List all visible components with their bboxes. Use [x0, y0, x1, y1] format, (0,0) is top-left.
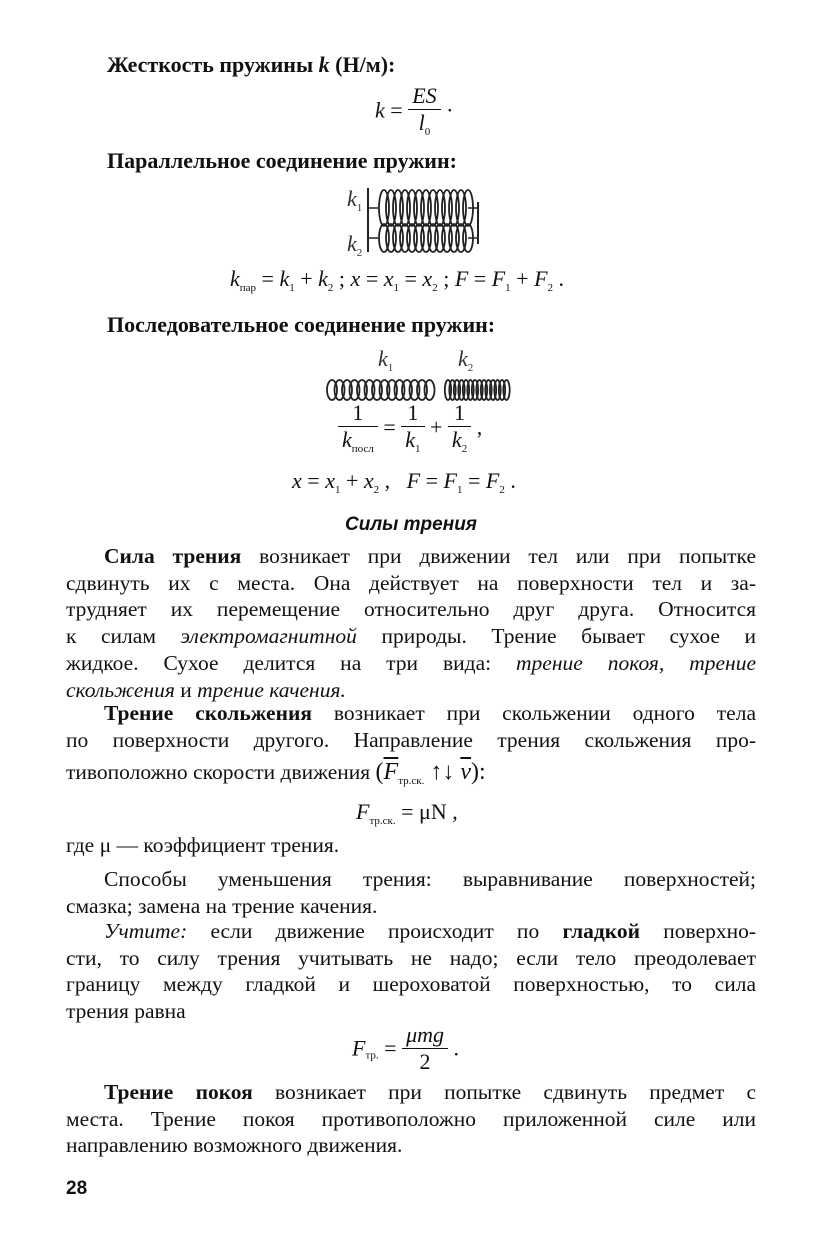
stiffness-heading	[107, 52, 395, 78]
series-label-k1: $k_1$	[378, 346, 394, 374]
series-heading: Последовательное соединение пружин:	[107, 312, 496, 337]
friction-paragraph-5: Трение покоя возникает при попытке сдвинуть предмет с места. Трение покоя противоположно приложенной силе или направлению возможного движения.	[66, 1080, 756, 1158]
stiffness-denominator: l	[418, 110, 425, 135]
friction-paragraph-2: Трение скольжения возникает при скольжении одного тела по поверхности другого. Направление трения скольжения про- тивоположно скорости движения ($\overline{F}_{тр.ск.}$ ↑↓ $\overline{v}$):	[66, 701, 756, 788]
boundary-fraction: $\frac{\text{μmg}}{2}$	[402, 1022, 448, 1075]
page-number: 28	[66, 1178, 88, 1199]
stiffness-formula: k = $\frac{ES}{l_0}$ ·	[375, 83, 454, 138]
stiffness-unit: (Н/м):	[335, 52, 396, 77]
parallel-springs-diagram	[364, 180, 494, 260]
friction-section-title: Силы трения	[345, 514, 477, 535]
stiffness-fraction	[408, 83, 440, 138]
parallel-label-k2: $k_2$	[347, 231, 363, 259]
friction-paragraph-1: Сила трения возникает при движении тел или при попытке сдвинуть их с места. Она действует на поверхности тел и за- трудняет их перемещение относительно друг друга. Относится к силам электромагнитной природы. Трение бывает сухое и жидкое. Сухое делится на три вида: трение покоя, трение скольжения и трение качения.	[66, 544, 757, 702]
series-formula-xf: $x = x_1 + x_2$ , $F = F_1 = F_2$ .	[292, 468, 516, 496]
spring-coil-turn	[503, 380, 509, 400]
series-frac-left: $\frac{1}{k_{посл}}$	[338, 400, 378, 455]
stiffness-heading-text: Жесткость пружины	[107, 52, 314, 77]
mu-definition: где μ — коэффициент трения.	[66, 833, 340, 857]
series-formula: $\frac{1}{k_{посл}}$ = $\frac{1}{k_1}$ + $\frac{1}{k_2}$ ,	[338, 400, 482, 455]
parallel-heading: Параллельное соединение пружин:	[107, 148, 457, 173]
stiffness-den-sub: 0	[424, 126, 431, 138]
formula-k: k	[375, 97, 385, 123]
spring-coil-turn	[425, 380, 435, 400]
stiffness-k-symbol: k	[318, 52, 330, 77]
series-frac-k2: $\frac{1}{k_2}$	[448, 400, 471, 455]
parallel-label-k1: $k_1$	[347, 186, 363, 214]
series-frac-k1: $\frac{1}{k_1}$	[401, 400, 424, 455]
parallel-formula: $k_{пар} = k_1 + k_2$ ; $x = x_1 = x_2$ ; $F = F_1 + F_2$ .	[230, 266, 565, 294]
series-label-k2: $k_2$	[458, 346, 474, 374]
friction-paragraph-3: Способы уменьшения трения: выравнивание поверхностей; смазка; замена на трение качения.	[66, 867, 756, 918]
stiffness-numerator: ES	[408, 83, 440, 110]
boundary-friction-formula: $F_{тр.}$ = $\frac{\text{μmg}}{2}$ .	[352, 1022, 460, 1074]
friction-paragraph-4: Учтите: если движение происходит по гладкой поверхно- сти, то силу трения учитывать не надо; если тело преодолевает границу между гладкой и шероховатой поверхностью, то сила трения равна	[66, 919, 757, 1024]
sliding-friction-formula: $F_{тр.ск.} = \mu N$ ,	[356, 799, 458, 827]
